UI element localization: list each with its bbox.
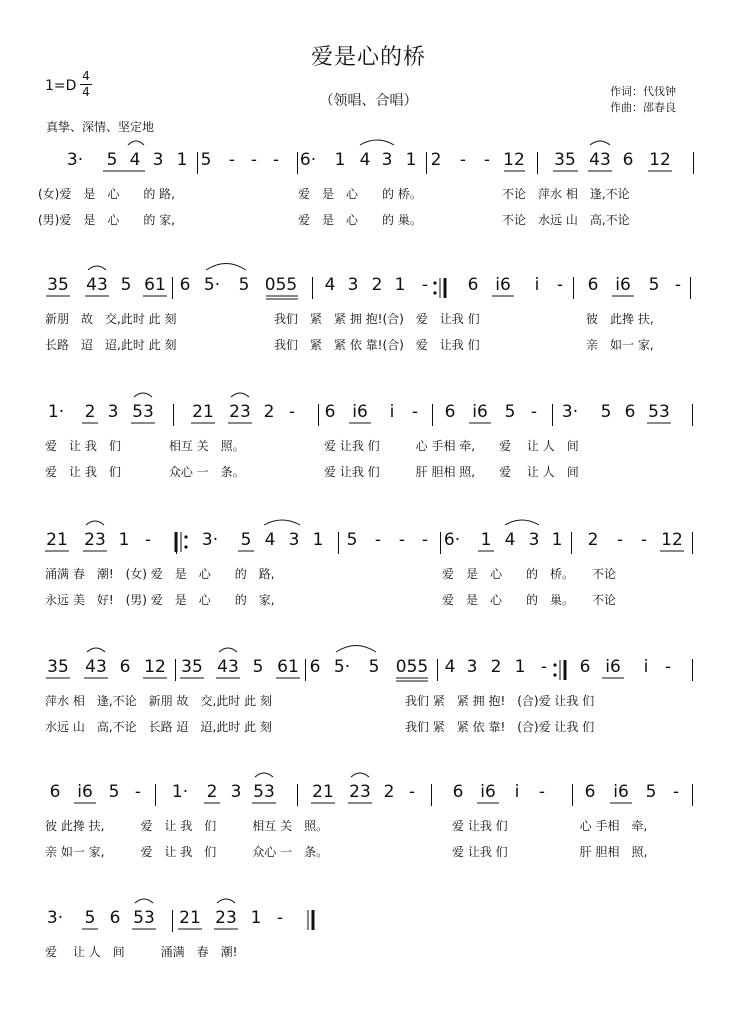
lyric-line: 爱 是 心 的 桥。 不论	[442, 567, 617, 581]
repeat-end-sign	[433, 278, 445, 298]
note: 055	[395, 657, 429, 677]
note: 3	[466, 657, 478, 677]
note: 5	[84, 908, 96, 928]
note: -	[144, 530, 152, 550]
note: 61	[144, 275, 166, 295]
note: 23	[215, 908, 237, 928]
note: 21	[192, 402, 214, 422]
note: 3·	[66, 150, 84, 170]
note: 5·	[203, 275, 221, 295]
note: 3	[288, 530, 300, 550]
note: 3	[528, 530, 540, 550]
lyric-line: (男)爱 是 心 的 家,	[38, 213, 175, 227]
note: i	[514, 782, 520, 802]
note: -	[672, 782, 680, 802]
lyric-line: 我们 紧 紧 拥 抱! (合)爱 让我 们	[405, 694, 595, 708]
tie	[206, 264, 246, 271]
meter-top: 4	[82, 69, 90, 83]
note: 6	[452, 782, 464, 802]
note: 53	[253, 782, 275, 802]
note: 35	[181, 657, 203, 677]
lyric-line: 水远 山 高,不论 长路 迢 迢,此时 此 刻	[45, 720, 272, 734]
note: 23	[229, 402, 251, 422]
slur	[231, 393, 249, 397]
note: 35	[554, 150, 576, 170]
note: 5	[600, 402, 612, 422]
note: 1	[551, 530, 563, 550]
note: 5	[238, 275, 250, 295]
note: 1	[394, 275, 406, 295]
lyric-line: 爱 让 我 们 众心 一 条。	[45, 465, 245, 479]
composer-credit: 作曲：邵春良	[610, 101, 676, 114]
note: i	[534, 275, 540, 295]
lyric-line: 涌满 春 潮! (女) 爱 是 心 的 路,	[45, 567, 275, 581]
note: i6	[495, 275, 511, 295]
note: 6	[579, 657, 591, 677]
note: 2	[430, 150, 442, 170]
note: 2	[587, 530, 599, 550]
lyric-line: 不论 水远 山 高,不论	[502, 213, 630, 227]
lyric-line: 爱 让 我 们 相互 关 照。	[45, 439, 245, 453]
note: -	[483, 150, 491, 170]
note: 1	[176, 150, 188, 170]
note: 1	[118, 530, 130, 550]
note: 1	[405, 150, 417, 170]
lyric-line: 我们 紧 紧 拥 抱!(合) 爱 让我 们	[274, 312, 480, 326]
note: -	[664, 657, 672, 677]
note: 2	[206, 782, 218, 802]
slur	[590, 141, 610, 145]
note: 4	[359, 150, 371, 170]
slur	[255, 773, 273, 777]
lyric-line: 彼 此搀 扶, 爱 让 我 们 相互 关 照。	[45, 819, 329, 833]
lyric-line: 新朋 故 交,此时 此 刻	[45, 312, 177, 326]
note: i6	[77, 782, 93, 802]
slur	[351, 773, 369, 777]
lyric-line: 爱 让我 们 肝 胆相 照,	[452, 845, 648, 859]
note: -	[374, 530, 382, 550]
note: 5	[108, 782, 120, 802]
note: -	[134, 782, 142, 802]
note: 4	[504, 530, 516, 550]
note: 5	[240, 530, 252, 550]
note: -	[272, 150, 280, 170]
note: 2	[371, 275, 383, 295]
note: 61	[277, 657, 299, 677]
note: -	[276, 908, 284, 928]
note: 5	[645, 782, 657, 802]
song-subtitle: （领唱、合唱）	[319, 93, 418, 109]
lyric-line: 彼 此搀 扶,	[586, 312, 654, 326]
note: 4	[324, 275, 336, 295]
note: -	[640, 530, 648, 550]
lyric-line: 爱 让我 们 肝 胆相 照, 爱 让 人 间	[324, 465, 579, 479]
note: i6	[613, 782, 629, 802]
note: 3·	[46, 908, 64, 928]
note: 4	[129, 150, 141, 170]
note: 5	[252, 657, 264, 677]
repeat-start-sign	[176, 532, 188, 552]
note: 3	[107, 402, 119, 422]
note: 53	[133, 908, 155, 928]
note: i	[643, 657, 649, 677]
note: 5	[368, 657, 380, 677]
lyric-line: 爱 是 心 的 巢。	[298, 213, 422, 227]
note: 5	[200, 150, 212, 170]
note: 6·	[443, 530, 461, 550]
note: 21	[179, 908, 201, 928]
note: 53	[132, 402, 154, 422]
note: -	[459, 150, 467, 170]
song-title: 爱是心的桥	[310, 45, 426, 70]
note: 43	[589, 150, 611, 170]
note: 5	[106, 150, 118, 170]
slur	[88, 266, 106, 270]
lyric-line: 爱 让 人 间 涌满 春 潮!	[45, 945, 238, 959]
note: i6	[480, 782, 496, 802]
note: 35	[47, 275, 69, 295]
note: i6	[472, 402, 488, 422]
key-signature: 1=D	[45, 78, 77, 94]
note: 21	[46, 530, 68, 550]
note: 3·	[561, 402, 579, 422]
slur	[505, 520, 539, 525]
note: 4	[444, 657, 456, 677]
slur	[217, 899, 235, 903]
expression-marking: 真挚、深情、坚定地	[46, 120, 155, 134]
note: 12	[503, 150, 525, 170]
note: -	[556, 275, 564, 295]
note: 6	[109, 908, 121, 928]
lyric-line: 长路 迢 迢,此时 此 刻	[45, 338, 177, 352]
note: 12	[661, 530, 683, 550]
note: 53	[648, 402, 670, 422]
note: -	[540, 657, 548, 677]
note: -	[674, 275, 682, 295]
note: 2	[84, 402, 96, 422]
lyric-line: 爱 是 心 的 桥。	[298, 187, 422, 201]
note: 1	[250, 908, 262, 928]
note: -	[538, 782, 546, 802]
note: 6	[587, 275, 599, 295]
note: -	[411, 402, 419, 422]
lyric-line: 不论 萍水 相 逢,不论	[502, 187, 630, 201]
note: 6	[309, 657, 321, 677]
note: i6	[605, 657, 621, 677]
note: 6	[624, 402, 636, 422]
slur	[135, 899, 153, 903]
lyric-line: 永远 美 好! (男) 爱 是 心 的 家,	[45, 593, 275, 607]
note: 6·	[299, 150, 317, 170]
note: -	[288, 402, 296, 422]
note: 6	[622, 150, 634, 170]
lyric-line: 爱 是 心 的 巢。 不论	[442, 593, 617, 607]
note: 3·	[201, 530, 219, 550]
note: 5	[648, 275, 660, 295]
note: 1	[480, 530, 492, 550]
note: 055	[264, 275, 298, 295]
note: 1	[312, 530, 324, 550]
note: 43	[86, 275, 108, 295]
note: 12	[649, 150, 671, 170]
note: -	[530, 402, 538, 422]
lyric-line: 我们 紧 紧 依 靠! (合)爱 让我 们	[405, 720, 595, 734]
note: i6	[352, 402, 368, 422]
note: 3	[347, 275, 359, 295]
note: 43	[85, 657, 107, 677]
note: -	[250, 150, 258, 170]
final-barline	[308, 910, 313, 930]
note: 6	[584, 782, 596, 802]
note: 2	[490, 657, 502, 677]
slur	[128, 141, 144, 145]
note: -	[398, 530, 406, 550]
lyricist-credit: 作词：代伐钟	[610, 85, 676, 98]
note: 3	[152, 150, 164, 170]
note: 6	[324, 402, 336, 422]
note: 6	[444, 402, 456, 422]
note: 23	[84, 530, 106, 550]
tie	[336, 646, 376, 653]
lyric-line: 亲 如一 家, 爱 让 我 们 众心 一 条。	[45, 845, 329, 859]
lyric-line: (女)爱 是 心 的 路,	[38, 187, 175, 201]
note: 1	[514, 657, 526, 677]
note: 1·	[47, 402, 65, 422]
note: 5	[504, 402, 516, 422]
note: i6	[615, 275, 631, 295]
note: 1	[334, 150, 346, 170]
note: 6	[467, 275, 479, 295]
note: 23	[349, 782, 371, 802]
note: -	[421, 275, 429, 295]
lyric-line: 亲 如一 家,	[586, 338, 654, 352]
slur	[86, 521, 104, 525]
note: 43	[217, 657, 239, 677]
slur	[219, 648, 237, 652]
note: -	[616, 530, 624, 550]
note: 5	[120, 275, 132, 295]
note: i	[389, 402, 395, 422]
note: 35	[47, 657, 69, 677]
lyric-line: 爱 让我 们 心 手相 牵, 爱 让 人 间	[324, 439, 579, 453]
note: -	[408, 782, 416, 802]
note: 6	[179, 275, 191, 295]
note: 3	[381, 150, 393, 170]
slur	[87, 648, 105, 652]
note: 2	[383, 782, 395, 802]
repeat-end-sign	[553, 660, 565, 680]
note: 6	[119, 657, 131, 677]
note: 5·	[333, 657, 351, 677]
slur	[264, 520, 300, 525]
note: 6	[49, 782, 61, 802]
note: -	[228, 150, 236, 170]
note: 3	[230, 782, 242, 802]
note: 4	[264, 530, 276, 550]
slur	[134, 393, 152, 397]
slur	[360, 140, 394, 145]
eighth-beams	[45, 171, 684, 929]
meter-bottom: 4	[82, 85, 90, 99]
note: 1·	[171, 782, 189, 802]
note: 12	[144, 657, 166, 677]
note: -	[421, 530, 429, 550]
lyric-line: 萍水 相 逢,不论 新朋 故 交,此时 此 刻	[45, 694, 272, 708]
note: 21	[312, 782, 334, 802]
lyric-line: 爱 让我 们 心 手相 牵,	[452, 819, 648, 833]
lyric-line: 我们 紧 紧 依 靠!(合) 爱 让我 们	[274, 338, 480, 352]
note: 5	[346, 530, 358, 550]
note: 2	[263, 402, 275, 422]
